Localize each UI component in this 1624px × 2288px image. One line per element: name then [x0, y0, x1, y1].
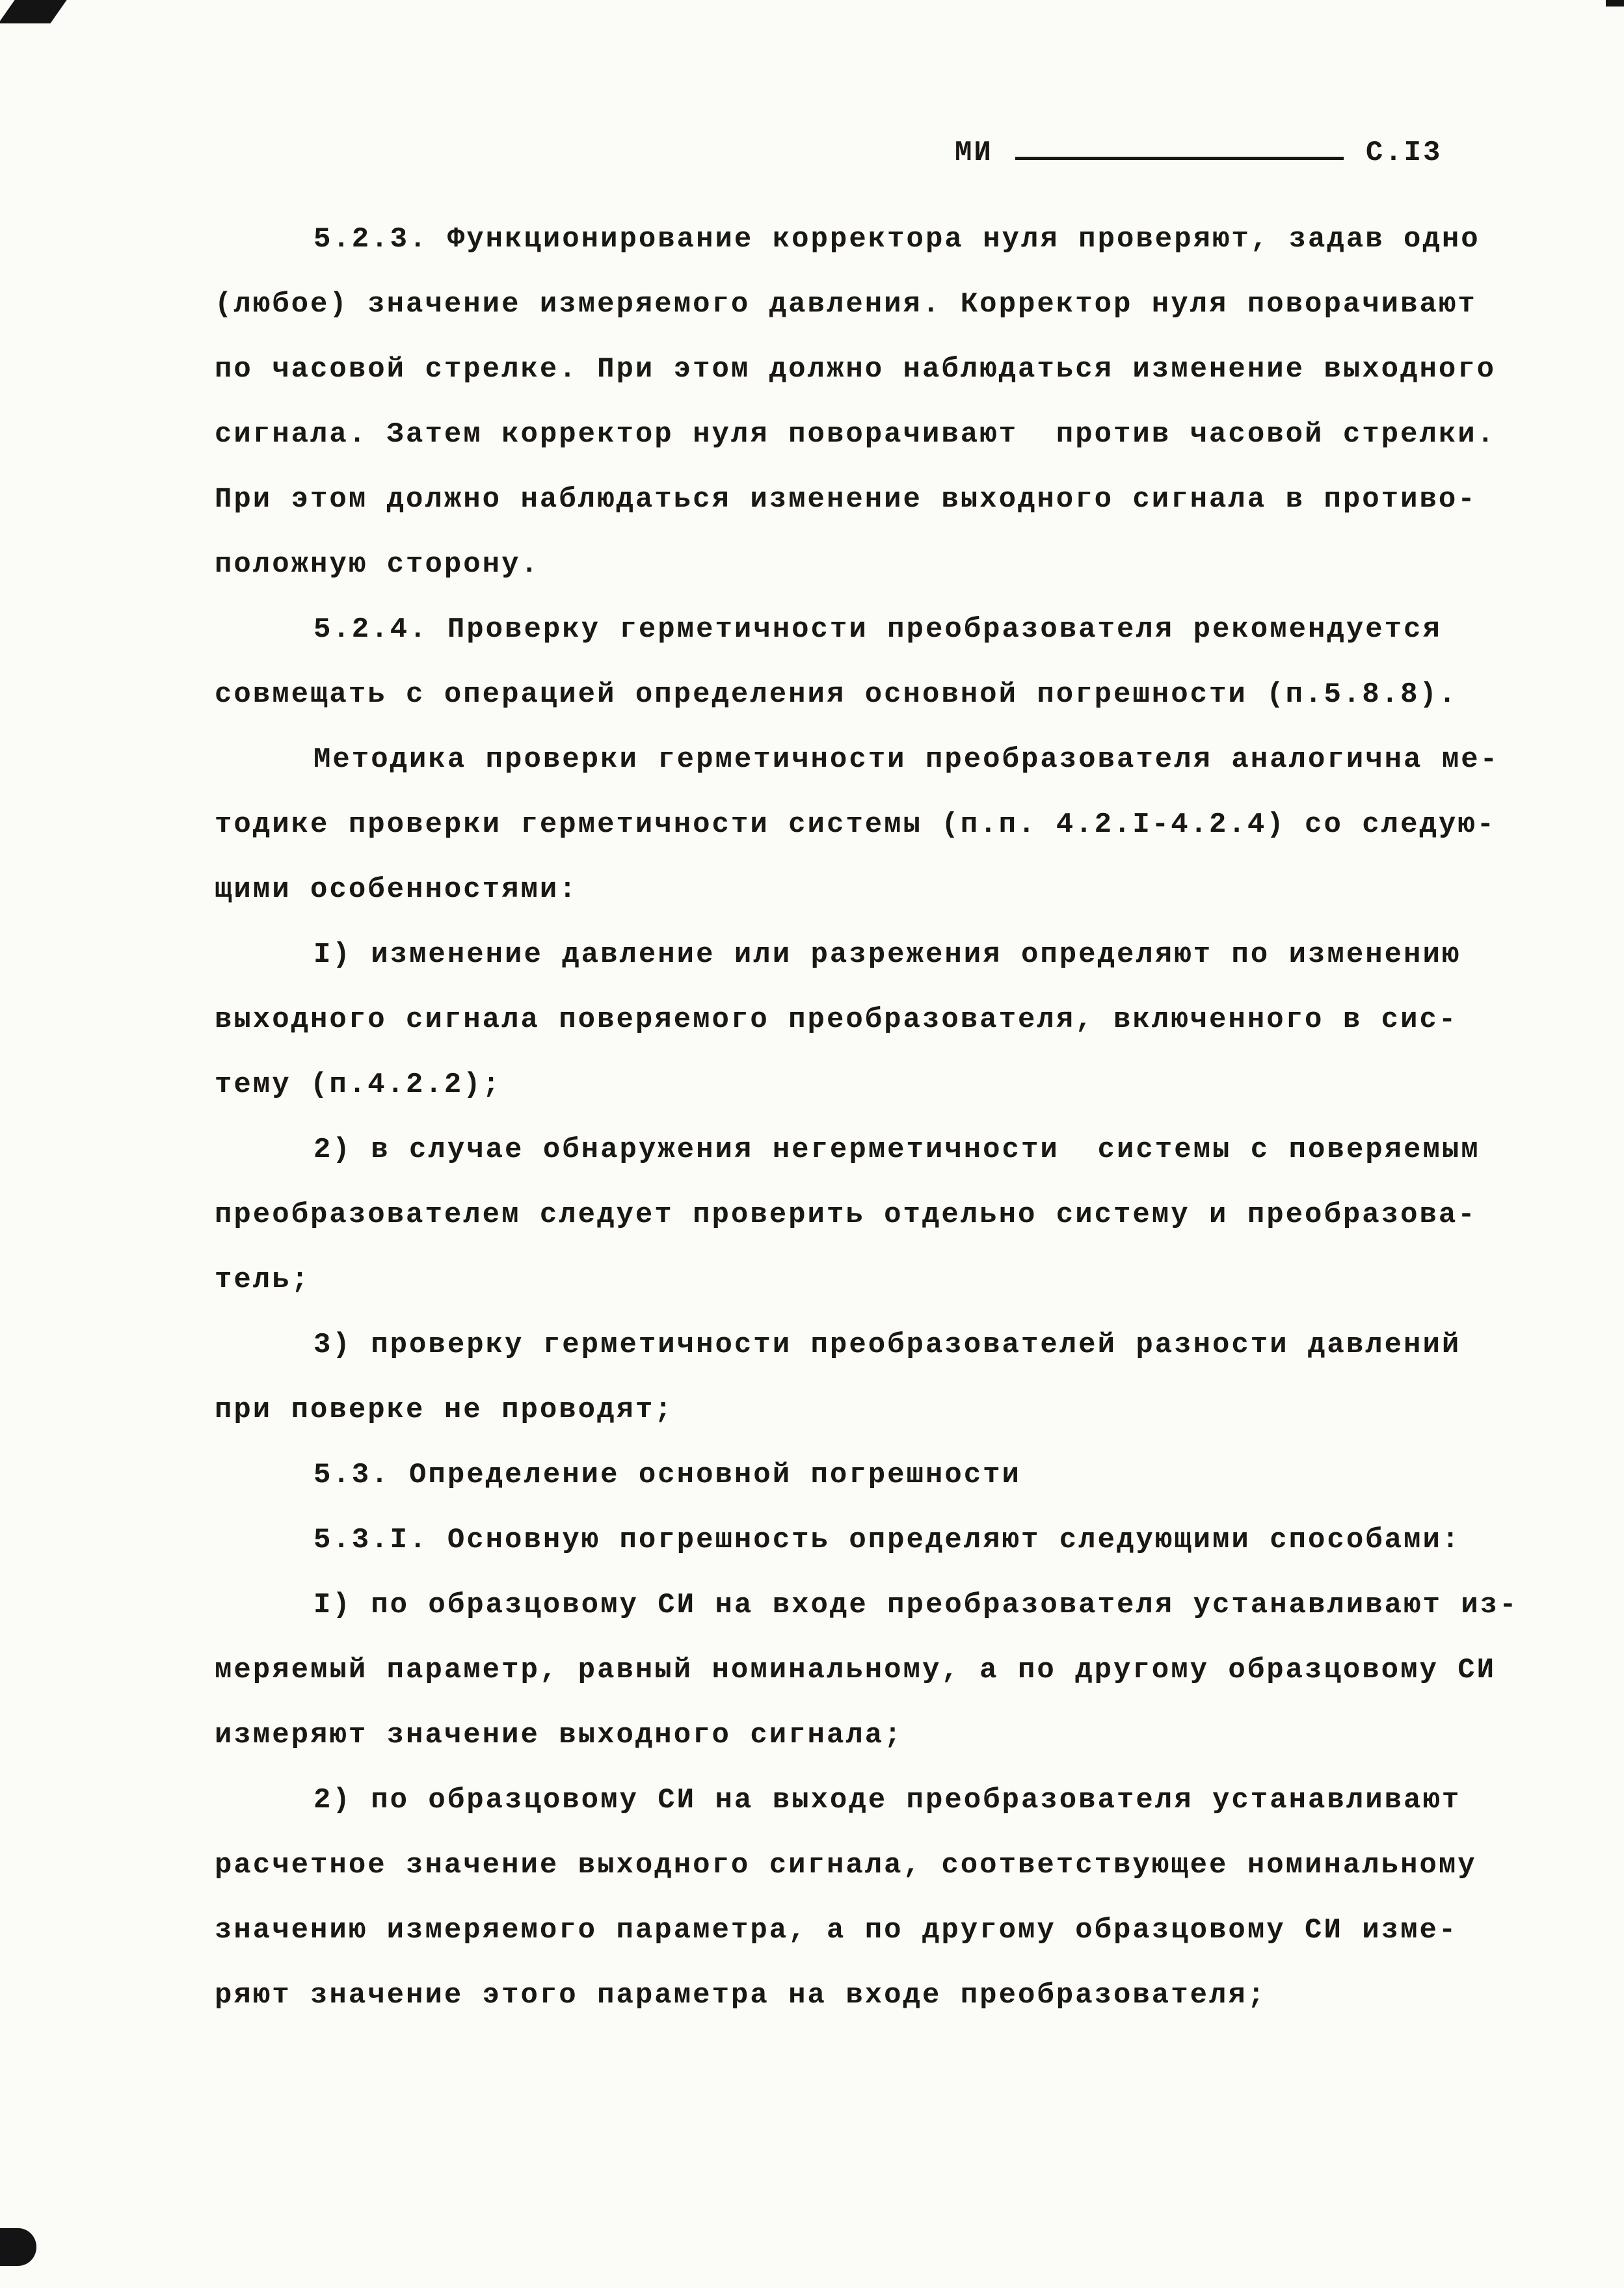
text-line: расчетное значение выходного сигнала, соответствующее номинальному: [215, 1849, 1477, 1882]
text-line: выходного сигнала поверяемого преобразователя, включенного в сис-: [215, 1004, 1458, 1036]
text-line: 5.2.3. Функционирование корректора нуля проверяют, задав одно: [313, 223, 1480, 256]
text-line: I) изменение давление или разрежения определяют по изменению: [313, 938, 1461, 971]
text-line: положную сторону.: [215, 548, 540, 581]
scan-artifact-top-left: [0, 0, 67, 23]
text-line: по часовой стрелке. При этом должно наблюдаться изменение выходного: [215, 353, 1497, 386]
text-line: совмещать с операцией определения основной погрешности (п.5.8.8).: [215, 678, 1458, 711]
text-line: тему (п.4.2.2);: [215, 1069, 502, 1101]
document-body: [215, 207, 1567, 2028]
text-line: измеряют значение выходного сигнала;: [215, 1719, 903, 1751]
text-line: сигнала. Затем корректор нуля поворачивают против часовой стрелки.: [215, 418, 1497, 451]
text-line: при поверке не проводят;: [215, 1394, 674, 1426]
text-line: 3) проверку герметичности преобразователей разности давлений: [313, 1329, 1461, 1361]
text-line: 5.2.4. Проверку герметичности преобразователя рекомендуется: [313, 613, 1442, 646]
page-number: С.I3: [1365, 137, 1443, 169]
header-blank-rule: [1015, 157, 1344, 160]
text-line: щими особенностями:: [215, 873, 578, 906]
text-line: 2) по образцовому СИ на выходе преобразователя устанавливают: [313, 1784, 1461, 1816]
page-header: [955, 137, 1442, 169]
text-line: меряемый параметр, равный номинальному, а по другому образцовому СИ: [215, 1654, 1497, 1686]
text-line: Методика проверки герметичности преобразователя аналогична ме-: [313, 743, 1500, 776]
scan-artifact-top-right: [1606, 0, 1624, 7]
text-line: 2) в случае обнаружения негерметичности системы с поверяемым: [313, 1134, 1480, 1166]
text-line: значению измеряемого параметра, а по другому образцовому СИ изме-: [215, 1914, 1458, 1947]
text-line: 5.3. Определение основной погрешности: [313, 1459, 1021, 1491]
text-line: тодике проверки герметичности системы (п.п. 4.2.I-4.2.4) со следую-: [215, 808, 1497, 841]
text-line: 5.3.I. Основную погрешность определяют следующими способами:: [313, 1524, 1461, 1556]
text-line: При этом должно наблюдаться изменение выходного сигнала в противо-: [215, 483, 1477, 516]
text-line: I) по образцовому СИ на входе преобразователя устанавливают из-: [313, 1589, 1519, 1621]
doc-type-label: МИ: [955, 137, 993, 169]
text-line: тель;: [215, 1264, 311, 1296]
text-line: (любое) значение измеряемого давления. Корректор нуля поворачивают: [215, 288, 1477, 321]
text-line: преобразователем следует проверить отдельно систему и преобразова-: [215, 1199, 1477, 1231]
text-line: ряют значение этого параметра на входе преобразователя;: [215, 1979, 1267, 2012]
scan-artifact-bottom-left: [0, 2228, 36, 2266]
